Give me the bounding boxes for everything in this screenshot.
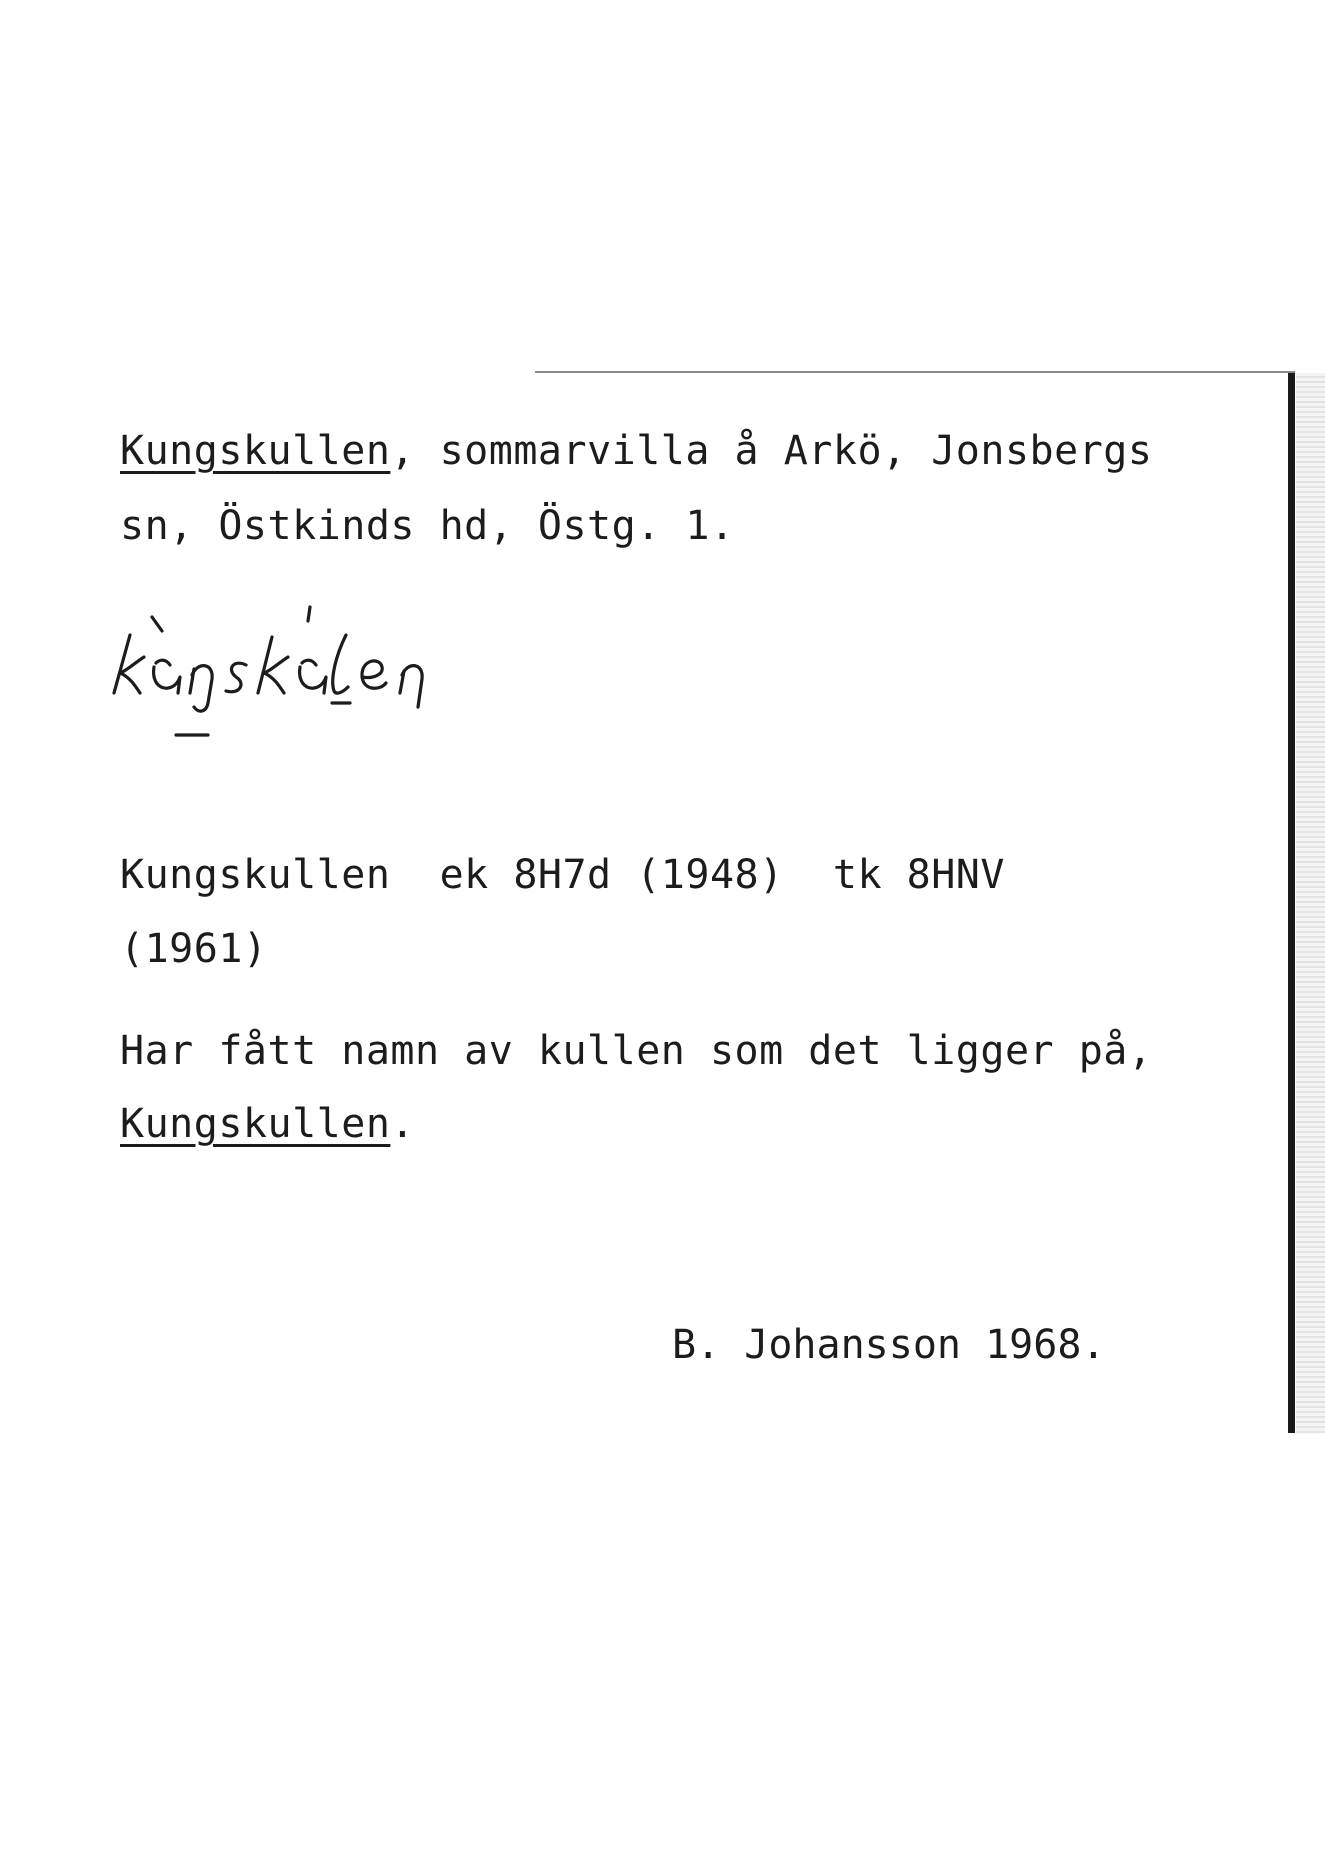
card-edge-shadow — [1296, 373, 1325, 1433]
entry-description: , sommarvilla å Arkö, Jonsbergs — [390, 428, 1153, 474]
note-headword: Kungskullen — [120, 1101, 391, 1147]
card-right-border — [1288, 373, 1295, 1433]
card-top-border — [535, 371, 1295, 373]
signature: B. Johansson 1968. — [672, 1322, 1106, 1368]
note-line-2 — [120, 1101, 415, 1147]
note-period: . — [390, 1101, 415, 1147]
entry-line-2: sn, Östkinds hd, Östg. 1. — [120, 503, 735, 549]
phonetic-transcription — [110, 595, 570, 755]
sources-line-1: Kungskullen ek 8H7d (1948) tk 8HNV — [120, 852, 1005, 898]
headword: Kungskullen — [120, 428, 391, 474]
entry-line-1 — [120, 428, 1152, 474]
sources-line-2: (1961) — [120, 926, 268, 972]
note-line-1: Har fått namn av kullen som det ligger på, — [120, 1028, 1153, 1074]
